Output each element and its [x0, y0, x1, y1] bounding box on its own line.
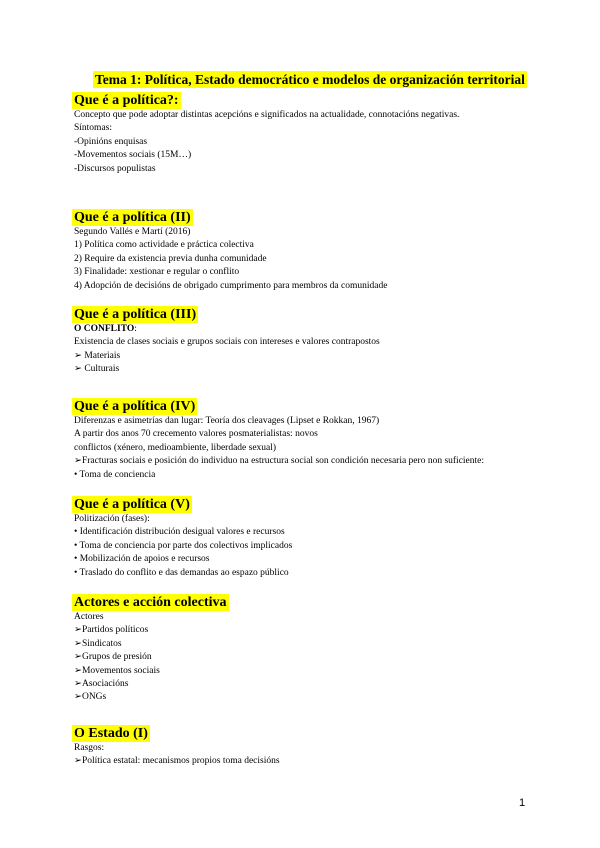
body-line: • Identificación distribución desigual valores e recursos	[74, 527, 285, 538]
body-line: 2) Require da existencia previa dunha comunidade	[74, 253, 267, 264]
body-line: Politización (fases):	[74, 514, 150, 524]
body-line: • Mobilización de apoios e recursos	[74, 554, 210, 565]
body-line: ➢Política estatal: mecanismos propios toma decisións	[74, 756, 280, 767]
subheading-line	[74, 323, 380, 336]
body-line: A partir dos anos 70 crecemento valores posmaterialistas: novos	[74, 429, 318, 440]
section-body	[74, 226, 387, 293]
section-heading: O Estado (I)	[74, 726, 148, 741]
body-line: Rasgos:	[74, 743, 105, 753]
body-line: • Toma de conciencia	[74, 469, 156, 480]
body-line: 1) Política como actividade e práctica colectiva	[74, 240, 254, 251]
section-heading: Que é a política (V)	[74, 497, 190, 512]
section-heading: Que é a política (III)	[74, 307, 197, 322]
page-number: 1	[519, 797, 526, 809]
section-body	[74, 742, 280, 769]
body-line: ➢Asociacións	[74, 678, 129, 689]
body-line: -Movementos sociais (15M…)	[74, 150, 192, 161]
body-line: ➢Grupos de presión	[74, 652, 152, 663]
body-line: ➢Fracturas sociais e posición do individuo na estructura social son condición necesaria pero non suficiente:	[74, 456, 485, 467]
section-heading: Actores e acción colectiva	[74, 595, 227, 610]
body-line: Actores	[74, 612, 104, 622]
section-heading: Que é a política (II)	[74, 210, 191, 225]
section-body	[74, 323, 380, 377]
body-line: -Opinións enquisas	[74, 136, 148, 147]
section-body	[74, 109, 459, 176]
section-heading: Que é a política (IV)	[74, 399, 196, 414]
body-line: ➢Partidos políticos	[74, 625, 149, 636]
subheading-suffix: :	[134, 324, 137, 334]
section-body	[74, 415, 484, 482]
section-body	[74, 513, 292, 580]
body-line: ➢ Materiais	[74, 350, 121, 361]
body-line: ➢ONGs	[74, 692, 107, 703]
section-body	[74, 611, 160, 705]
document-title: Tema 1: Política, Estado democrático e modelos de organización territorial	[95, 72, 525, 87]
body-line: -Discursos populistas	[74, 163, 156, 174]
body-line: conflictos (xénero, medioambiente, liberdade sexual)	[74, 442, 277, 453]
body-line: Concepto que pode adoptar distintas acepcións e significados na actualidade, connotacións negativas.	[74, 110, 460, 120]
body-line: Síntomas:	[74, 123, 113, 134]
body-line: • Toma de conciencia por parte dos colectivos implicados	[74, 540, 293, 551]
body-line: ➢ Culturais	[74, 364, 120, 375]
body-line: 3) Finalidade: xestionar e regular o conflito	[74, 267, 240, 278]
body-line: Diferenzas e asimetrías dan lugar: Teoría dos cleavages (Lipset e Rokkan, 1967)	[74, 416, 380, 426]
body-line: ➢Movementos sociais	[74, 665, 160, 676]
body-line: ➢Sindicatos	[74, 638, 122, 649]
body-line: Existencia de clases sociais e grupos sociais con intereses e valores contrapostos	[74, 337, 380, 348]
body-line: 4) Adopción de decisións de obrigado cumprimento para membros da comunidade	[74, 280, 388, 291]
body-line: • Traslado do conflito e das demandas ao espazo público	[74, 567, 289, 578]
body-line: Segundo Vallés e Martí (2016)	[74, 227, 191, 237]
section-heading: Que é a política?:	[74, 93, 179, 108]
subheading: O CONFLITO	[74, 324, 135, 334]
